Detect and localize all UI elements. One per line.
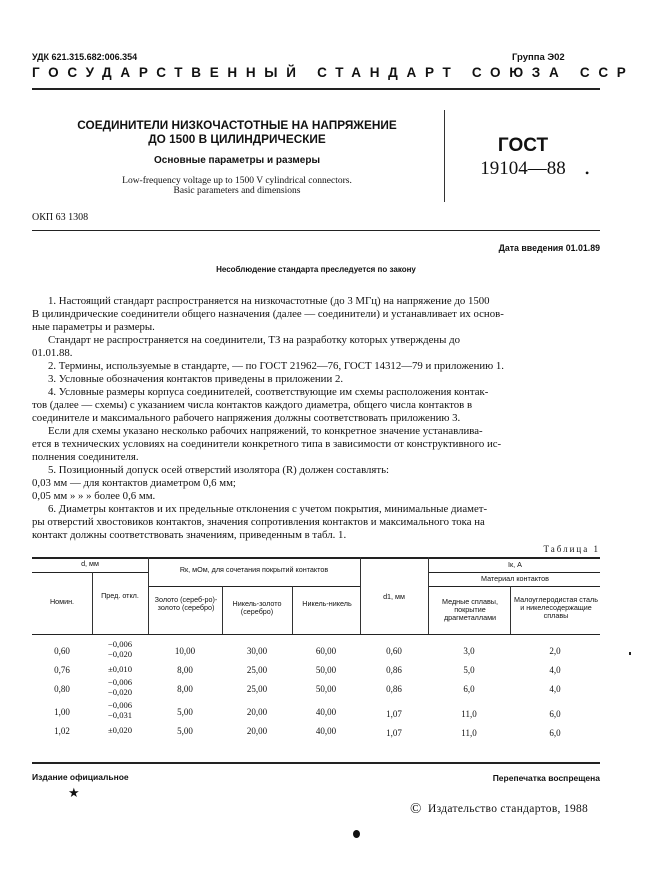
header-d1: d1, мм	[383, 592, 405, 601]
group-code: Группа Э02	[512, 52, 565, 63]
body-line: Стандарт не распространяется на соединители, ТЗ на разработку которых утверждены до	[48, 334, 461, 346]
official-edition: Издание официальное	[32, 772, 129, 782]
body-line: 4. Условные размеры корпуса соединителей, соответствующие им схемы расположения контак-	[48, 386, 489, 398]
english-title-1: Low-frequency voltage up to 1500 V cylindrical connectors.	[122, 176, 352, 186]
table-top-rule	[32, 557, 600, 559]
body-line: 0,05 мм » » » более 0,6 мм.	[32, 490, 156, 502]
cell-nickel-nickel: 50,00	[315, 684, 337, 694]
cell-nominal: 1,02	[54, 726, 70, 736]
body-line: 2. Термины, используемые в стандарте, — по ГОСТ 21962—76, ГОСТ 14312—79 и приложению 1.	[48, 360, 505, 372]
header-gold-silver: Золото (сереб-ро)-золото (серебро)	[154, 595, 218, 612]
cell-tolerance-upper: −0,006	[107, 677, 133, 687]
table-rule	[148, 586, 360, 587]
okp-code: ОКП 63 1308	[32, 212, 89, 223]
header-nickel-nickel: Никель-никель	[302, 599, 352, 608]
cell-tolerance: ±0,020	[107, 725, 133, 735]
footer-rule	[32, 762, 600, 764]
body-line: Если для схемы указано несколько рабочих напряжений, то конкретное значение устанавлива-	[48, 425, 483, 437]
table-col-line	[148, 557, 149, 634]
body-line: 01.01.88.	[32, 347, 73, 359]
udk-code: УДК 621.315.682:006.354	[32, 52, 138, 62]
reprint-prohibited: Перепечатка воспрещена	[492, 773, 600, 783]
body-line: 0,03 мм — для контактов диаметром 0,6 мм;	[32, 477, 236, 489]
cell-tolerance-lower: −0,020	[107, 649, 133, 659]
body-line: ется в технических условиях на соединители конкретного типа в зависимости от конструктивного ис-	[32, 438, 502, 450]
cell-nominal: 0,80	[54, 684, 70, 694]
cell-gold-silver: 8,00	[177, 684, 193, 694]
body-line: 3. Условные обозначения контактов приведены в приложении 2.	[48, 373, 344, 385]
cell-tolerance: ±0,010	[107, 664, 133, 674]
table-rule	[32, 572, 148, 573]
gost-number: 19104—88	[480, 158, 566, 179]
cell-nominal: 1,00	[54, 707, 70, 717]
okp-rule	[32, 230, 600, 231]
copyright-text: Издательство стандартов, 1988	[428, 803, 589, 815]
table-rule	[428, 572, 600, 573]
header-tolerance: Пред. откл.	[101, 591, 139, 600]
body-line: ные параметры и размеры.	[32, 321, 155, 333]
cell-gold-silver: 8,00	[177, 665, 193, 675]
english-title-2: Basic parameters and dimensions	[173, 186, 301, 196]
table-col-line	[292, 586, 293, 634]
cell-gold-silver: 10,00	[174, 646, 196, 656]
subtitle: Основные параметры и размеры	[153, 155, 321, 166]
body-line: контакт должны соответствовать значениям, приведенным в табл. 1.	[32, 529, 347, 541]
cell-tolerance-lower: −0,031	[107, 710, 133, 720]
cell-steel: 4,0	[549, 684, 561, 694]
cell-gold-silver: 5,00	[177, 726, 193, 736]
scan-speck	[629, 652, 631, 655]
cell-copper: 11,0	[461, 709, 477, 719]
cell-nickel-gold: 30,00	[246, 646, 268, 656]
bullet-mark: •	[585, 166, 590, 180]
body-line: В цилиндрические соединители общего назначения (далее — соединители) и устанавливает их основ-	[32, 308, 504, 320]
cell-gold-silver: 5,00	[177, 707, 193, 717]
cell-steel: 6,0	[549, 709, 561, 719]
cell-steel: 2,0	[549, 646, 561, 656]
cell-tolerance-upper: −0,006	[107, 639, 133, 649]
table-rule	[428, 586, 600, 587]
cell-copper: 3,0	[463, 646, 475, 656]
body-line: 5. Позиционный допуск осей отверстий изолятора (R) должен составлять:	[48, 464, 390, 476]
header-nickel-gold: Никель-золото (серебро)	[232, 599, 282, 616]
cell-d1: 0,60	[386, 646, 402, 656]
cell-copper: 6,0	[463, 684, 475, 694]
cell-d1: 0,86	[386, 684, 402, 694]
body-line: соединителе и максимального рабочего напряжения должны соответствовать приложению 3.	[32, 412, 461, 424]
table-col-line	[510, 586, 511, 634]
title-line-1: СОЕДИНИТЕЛИ НИЗКОЧАСТОТНЫЕ НА НАПРЯЖЕНИЕ	[77, 118, 397, 132]
body-line: 1. Настоящий стандарт распространяется на низкочастотные (до 3 МГц) на напряжение до 1500	[48, 295, 490, 307]
cell-nickel-gold: 25,00	[246, 665, 268, 675]
cell-d1: 1,07	[386, 709, 402, 719]
cell-nickel-nickel: 50,00	[315, 665, 337, 675]
body-line: полнения соединителя.	[32, 451, 139, 463]
table-col-line	[92, 572, 93, 634]
cell-nickel-gold: 20,00	[246, 726, 268, 736]
cell-nominal: 0,60	[54, 646, 70, 656]
cell-nickel-nickel: 60,00	[315, 646, 337, 656]
star-icon: ★	[68, 785, 80, 800]
header-ik: Iк, А	[508, 560, 522, 569]
header-rule	[32, 88, 600, 90]
header-steel: Малоуглеродистая сталь и никелесодержащие сплавы	[514, 595, 598, 620]
cell-steel: 4,0	[549, 665, 561, 675]
header-d: d, мм	[81, 559, 99, 568]
cell-copper: 11,0	[461, 728, 477, 738]
copyright-icon: ©	[410, 801, 422, 817]
table-header-rule	[32, 634, 600, 635]
body-line: тов (далее — схемы) с указанием числа контактов каждого диаметра, общего числа контактов в	[32, 399, 473, 411]
cell-steel: 6,0	[549, 728, 561, 738]
cell-nominal: 0,76	[54, 665, 70, 675]
table-col-line	[222, 586, 223, 634]
title-divider	[444, 110, 445, 202]
header-material: Материал контактов	[481, 574, 549, 583]
table-col-line	[360, 557, 361, 634]
cell-d1: 0,86	[386, 665, 402, 675]
intro-date: Дата введения 01.01.89	[498, 243, 600, 253]
cell-copper: 5,0	[463, 665, 475, 675]
header-copper: Медные сплавы, покрытие драгметаллами	[442, 597, 498, 622]
cell-nickel-nickel: 40,00	[315, 707, 337, 717]
cell-tolerance-upper: −0,006	[107, 700, 133, 710]
body-line: 6. Диаметры контактов и их предельные отклонения с учетом покрытия, минимальные диамет-	[48, 503, 488, 515]
gost-label: ГОСТ	[497, 135, 549, 156]
header-nominal: Номин.	[49, 597, 75, 606]
cell-tolerance-lower: −0,020	[107, 687, 133, 697]
cell-nickel-gold: 25,00	[246, 684, 268, 694]
table-caption: Таблица 1	[543, 544, 600, 554]
cell-nickel-nickel: 40,00	[315, 726, 337, 736]
law-notice: Несоблюдение стандарта преследуется по закону	[216, 265, 416, 274]
cell-nickel-gold: 20,00	[246, 707, 268, 717]
title-line-2: ДО 1500 В ЦИЛИНДРИЧЕСКИЕ	[148, 132, 326, 146]
table-col-line	[428, 557, 429, 634]
state-standard-banner: ГОСУДАРСТВЕННЫЙ СТАНДАРТ СОЮЗА ССР	[32, 65, 635, 80]
cell-d1: 1,07	[386, 728, 402, 738]
header-rk: Rк, мОм, для сочетания покрытий контактов	[179, 565, 329, 574]
body-line: ры отверстий хвостовиков контактов, значения сопротивления контактов и максимального тока на	[32, 516, 485, 528]
page-mark-dot	[353, 830, 360, 838]
